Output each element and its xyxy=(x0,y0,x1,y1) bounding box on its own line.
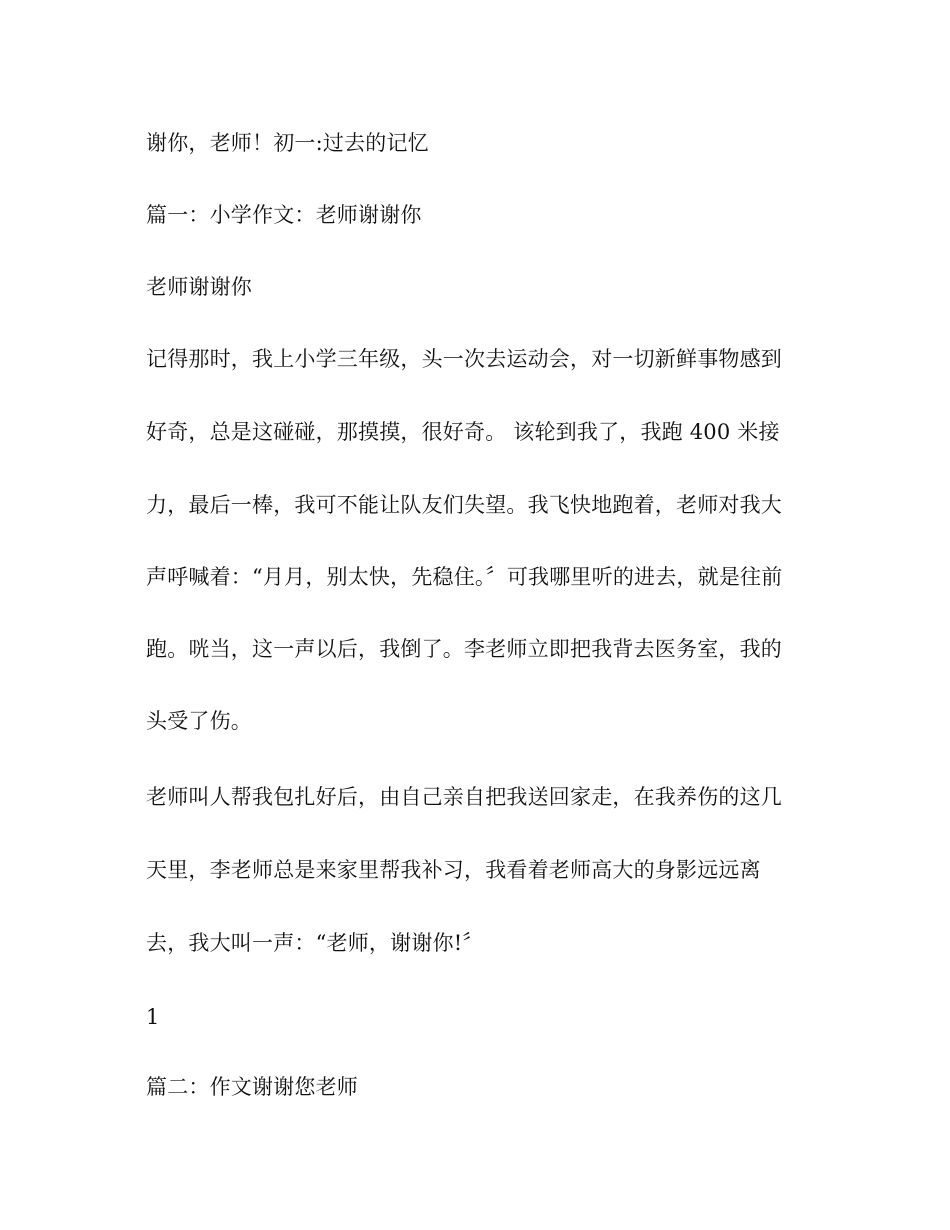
paragraph-line: 好奇，总是这碰碰，那摸摸，很好奇。 该轮到我了，我跑 400 米接 xyxy=(146,420,780,444)
paragraph-line: 记得那时，我上小学三年级，头一次去运动会，对一切新鲜事物感到 xyxy=(146,347,782,371)
section-heading: 篇一：小学作文：老师谢谢你 xyxy=(146,203,422,227)
section-subtitle: 老师谢谢你 xyxy=(146,275,252,299)
paragraph-line: 老师叫人帮我包扎好后，由自己亲自把我送回家走，在我养伤的这几 xyxy=(146,785,782,809)
paragraph-line: 力，最后一棒，我可不能让队友们失望。我飞快地跑着，老师对我大 xyxy=(146,493,782,517)
paragraph-line: 头受了伤。 xyxy=(146,709,252,733)
paragraph-line: 去，我大叫一声：“老师，谢谢你!〞 xyxy=(146,931,484,955)
section-heading: 篇二：作文谢谢您老师 xyxy=(146,1075,358,1099)
document-title: 谢你，老师！初一:过去的记忆 xyxy=(146,131,429,155)
paragraph-line: 声呼喊着：“月月，别太快，先稳住。〞可我哪里听的进去，就是往前 xyxy=(146,565,783,589)
paragraph-line: 跑。咣当，这一声以后，我倒了。李老师立即把我背去医务室，我的 xyxy=(146,637,782,661)
page-number: 1 xyxy=(146,1005,160,1029)
paragraph-line: 天里，李老师总是来家里帮我补习，我看着老师高大的身影远远离 xyxy=(146,858,761,882)
